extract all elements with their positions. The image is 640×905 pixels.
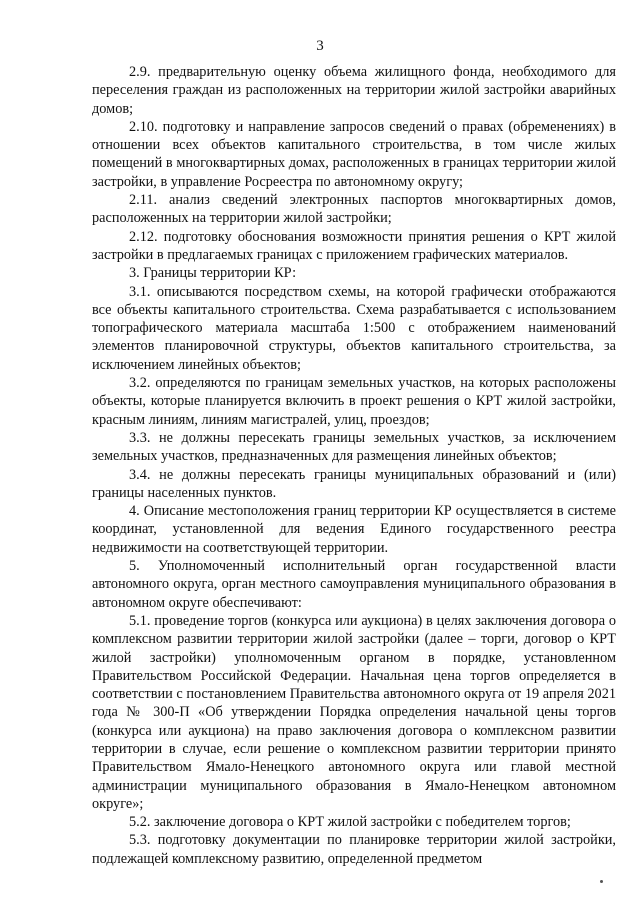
paragraph-3-1: 3.1. описываются посредством схемы, на которой графически отображаются все объекты капитального строительства. Схема разрабатывается с использованием топографического материала масштаба 1:500 с отображением наименований элементов планировочной структуры, объектов капитального строительства, за исключением линейных объектов; <box>92 283 616 373</box>
paragraph-3-3: 3.3. не должны пересекать границы земельных участков, за исключением земельных участков, предназначенных для размещения линейных объектов; <box>92 429 616 465</box>
paragraph-5: 5. Уполномоченный исполнительный орган государственной власти автономного округа, орган местного самоуправления муниципального образования в автономном округе обеспечивают: <box>92 558 616 611</box>
paragraph-2-9: 2.9. предварительную оценку объема жилищного фонда, необходимого для переселения граждан из расположенных на территории жилой застройки аварийных домов; <box>92 64 616 117</box>
paragraph-5-3: 5.3. подготовку документации по планировке территории жилой застройки, подлежащей комплексному развитию, определенной предметом <box>92 832 616 867</box>
document-body <box>92 63 616 868</box>
paragraph-2-10: 2.10. подготовку и направление запросов сведений о правах (обременениях) в отношении всех объектов капитального строительства, в том числе жилых помещений в многоквартирных домах, расположенных в границах территории жилой застройки, в управление Росреестра по автономному округу; <box>92 118 616 190</box>
paragraph-3-heading: 3. Границы территории КР: <box>129 265 297 282</box>
paragraph-2-11: 2.11. анализ сведений электронных паспортов многоквартирных домов, расположенных на территории жилой застройки; <box>92 192 616 227</box>
paragraph-5-1: 5.1. проведение торгов (конкурса или аукциона) в целях заключения договора о комплексном развитии территории жилой застройки (далее – торги, договор о КРТ жилой застройки) уполномоченным органом в порядке, установленном Правительством Российской Федерации. Начальная цена торгов определяется в соответствии с постановлением Правительства автономного округа от 19 апреля 2021 года № 300-П «Об утверждении Порядка определения начальной цены торгов (конкурса или аукциона) на право заключения договора о комплексном развитии территории в случае, если решение о комплексном развитии территории принято Правительством Ямало-Ненецкого автономного округа или главой местной администрации муниципального образования в Ямало-Ненецком автономном округе»; <box>92 612 616 812</box>
paragraph-2-12: 2.12. подготовку обоснования возможности принятия решения о КРТ жилой застройки в предлагаемых границах с приложением графических материалов. <box>92 228 616 263</box>
paragraph-3-4: 3.4. не должны пересекать границы муниципальных образований и (или) границы населенных пунктов. <box>92 466 616 501</box>
paragraph-3-2: 3.2. определяются по границам земельных участков, на которых расположены объекты, которые планируется включить в проект решения о КРТ жилой застройки, красным линиям, линиям магистралей, улиц, проездов; <box>92 375 616 428</box>
page-number: 3 <box>316 38 324 54</box>
paragraph-5-2: 5.2. заключение договора о КРТ жилой застройки с победителем торгов; <box>129 814 571 831</box>
scan-dot-mark <box>600 880 603 883</box>
paragraph-4: 4. Описание местоположения границ территории КР осуществляется в системе координат, установленной для ведения Единого государственного реестра недвижимости на соответствующей территории. <box>92 503 616 556</box>
